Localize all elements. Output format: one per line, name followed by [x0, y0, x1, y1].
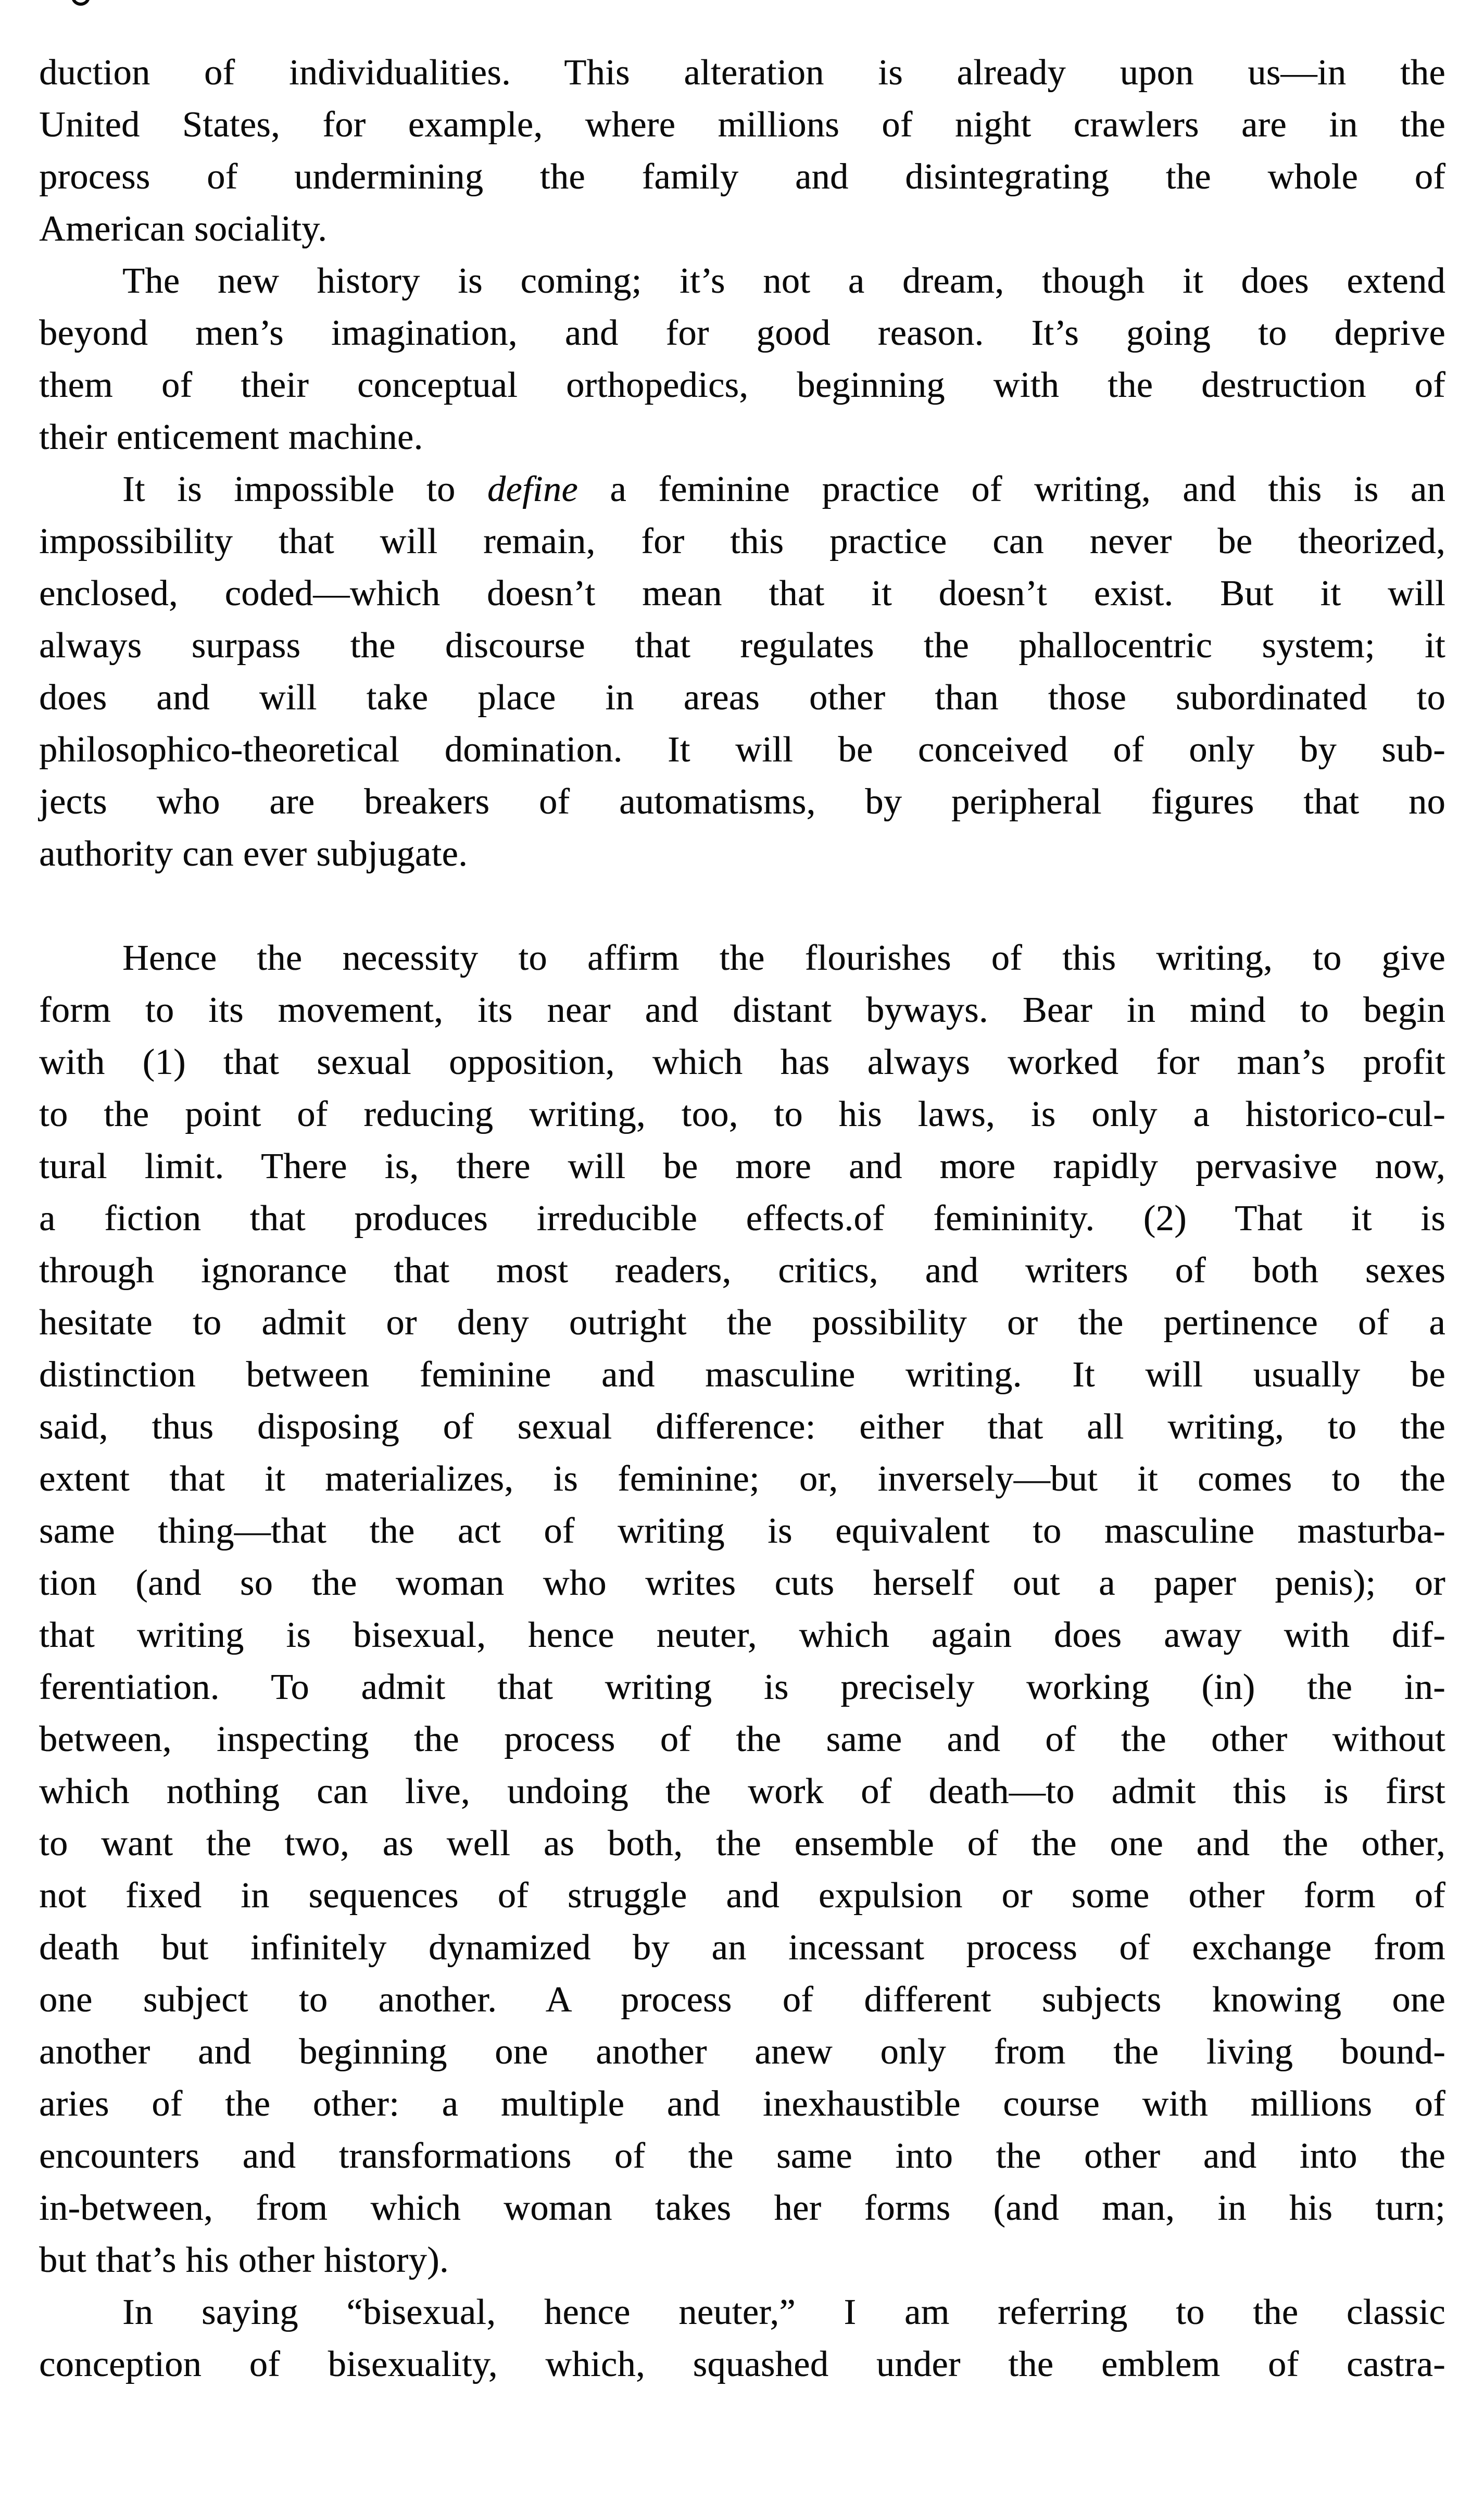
text-line: duction of individualities. This alteration is already upon us—in the	[39, 53, 1445, 93]
text-line: always surpass the discourse that regulates the phallocentric system; it	[39, 626, 1445, 666]
text-line: United States, for example, where millions of night crawlers are in the	[39, 105, 1445, 145]
text-line: jects who are breakers of automatisms, by peripheral figures that no	[39, 782, 1445, 822]
text-line: extent that it materializes, is feminine; or, inversely—but it comes to the	[39, 1459, 1445, 1499]
text-line: The new history is coming; it’s not a dream, though it does extend	[122, 261, 1445, 301]
text-segment: a feminine practice of writing, and this is an	[577, 469, 1445, 509]
text-line: that writing is bisexual, hence neuter, which again does away with dif-	[39, 1615, 1445, 1655]
text-line: ferentiation. To admit that writing is precisely working (in) the in-	[39, 1667, 1445, 1707]
cut-off-letter-glyph	[71, 0, 90, 6]
text-line: to the point of reducing writing, too, to his laws, is only a historico-cul-	[39, 1094, 1445, 1134]
text-line: not fixed in sequences of struggle and expulsion or some other form of	[39, 1876, 1445, 1916]
text-line: through ignorance that most readers, critics, and writers of both sexes	[39, 1251, 1445, 1291]
paragraph	[39, 2286, 1445, 2391]
text-line: encounters and transformations of the same into the other and into the	[39, 2136, 1445, 2176]
text-line: same thing—that the act of writing is equivalent to masculine masturba-	[39, 1511, 1445, 1551]
paragraph	[39, 47, 1445, 255]
text-line: impossibility that will remain, for this practice can never be theorized,	[39, 521, 1445, 561]
text-line: hesitate to admit or deny outright the possibility or the pertinence of a	[39, 1303, 1445, 1343]
text-line: philosophico-theoretical domination. It will be conceived of only by sub-	[39, 730, 1445, 770]
text-line: does and will take place in areas other than those subordinated to	[39, 678, 1445, 718]
text-line: Hence the necessity to affirm the flourishes of this writing, to give	[122, 938, 1445, 978]
text-line: conception of bisexuality, which, squashed under the emblem of castra-	[39, 2344, 1445, 2384]
text-line	[39, 464, 1445, 516]
paragraph	[39, 464, 1445, 880]
text-line: them of their conceptual orthopedics, beginning with the destruction of	[39, 365, 1445, 405]
paragraph	[39, 255, 1445, 464]
text-line: aries of the other: a multiple and inexhaustible course with millions of	[39, 2084, 1445, 2124]
text-line: beyond men’s imagination, and for good reason. It’s going to deprive	[39, 313, 1445, 353]
italic-word: define	[487, 469, 578, 509]
text-line: authority can ever subjugate.	[39, 834, 468, 874]
page-text	[39, 47, 1445, 2391]
text-line: In saying “bisexual, hence neuter,” I am referring to the classic	[122, 2292, 1445, 2332]
text-line: a fiction that produces irreducible effects.of femininity. (2) That it is	[39, 1198, 1445, 1239]
text-line: one subject to another. A process of different subjects knowing one	[39, 1980, 1445, 2020]
text-line: between, inspecting the process of the same and of the other without	[39, 1719, 1445, 1759]
text-line: enclosed, coded—which doesn’t mean that it doesn’t exist. But it will	[39, 573, 1445, 614]
text-line: distinction between feminine and masculine writing. It will usually be	[39, 1355, 1445, 1395]
text-line: tion (and so the woman who writes cuts herself out a paper penis); or	[39, 1563, 1445, 1603]
text-line: to want the two, as well as both, the ensemble of the one and the other,	[39, 1823, 1445, 1864]
text-line: tural limit. There is, there will be more and more rapidly pervasive now,	[39, 1146, 1445, 1186]
text-line: death but infinitely dynamized by an incessant process of exchange from	[39, 1928, 1445, 1968]
text-line: another and beginning one another anew only from the living bound-	[39, 2032, 1445, 2072]
text-line: said, thus disposing of sexual difference: either that all writing, to the	[39, 1407, 1445, 1447]
text-line: form to its movement, its near and distant byways. Bear in mind to begin	[39, 990, 1445, 1030]
text-line: American sociality.	[39, 209, 328, 249]
cut-off-letter-artifact	[0, 0, 1484, 7]
text-line: process of undermining the family and disintegrating the whole of	[39, 157, 1445, 197]
text-line: which nothing can live, undoing the work of death—to admit this is first	[39, 1771, 1445, 1811]
text-line: their enticement machine.	[39, 417, 423, 457]
text-line: in-between, from which woman takes her forms (and man, in his turn;	[39, 2188, 1445, 2228]
text-line: with (1) that sexual opposition, which has always worked for man’s profit	[39, 1042, 1445, 1082]
text-segment: It is impossible to	[122, 469, 487, 509]
text-line: but that’s his other history).	[39, 2240, 449, 2280]
paragraph	[39, 932, 1445, 2286]
